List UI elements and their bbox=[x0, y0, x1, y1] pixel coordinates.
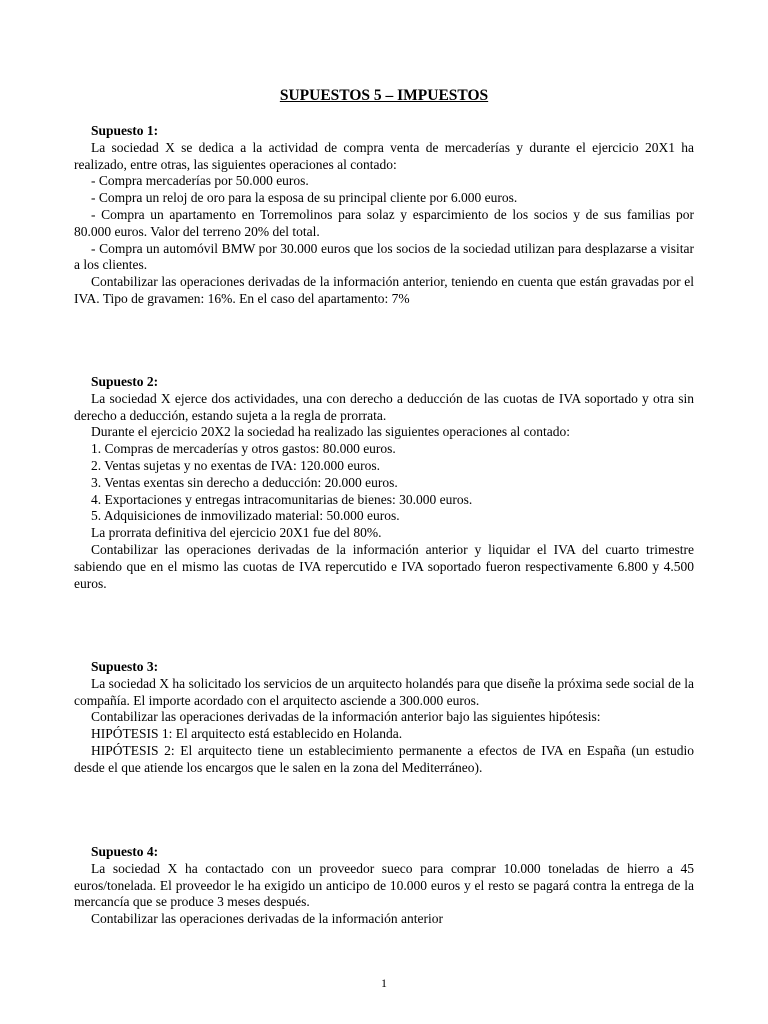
supuesto-3-intro: La sociedad X ha solicitado los servicios de un arquitecto holandés para que diseñe la próxima sede social de la compañía. El importe acordado con el arquitecto asciende a 300.000 euros. bbox=[74, 675, 694, 708]
supuesto-2-context: Durante el ejercicio 20X2 la sociedad ha realizado las siguientes operaciones al contado: bbox=[91, 424, 571, 440]
supuesto-1-instruction: Contabilizar las operaciones derivadas de la información anterior, teniendo en cuenta que están gravadas por el IVA. Tipo de gravamen: 16%. En el caso del apartamento: 7% bbox=[74, 274, 694, 306]
supuesto-4 bbox=[74, 844, 694, 928]
supuesto-3-hypothesis-1: HIPÓTESIS 1: El arquitecto está establecido en Holanda. bbox=[91, 726, 403, 742]
supuesto-2-heading: Supuesto 2: bbox=[91, 374, 159, 389]
supuesto-4-instruction: Contabilizar las operaciones derivadas de la información anterior bbox=[91, 911, 443, 927]
page-title: SUPUESTOS 5 – IMPUESTOS bbox=[279, 87, 489, 104]
supuesto-1-item: - Compra mercaderías por 50.000 euros. bbox=[91, 173, 309, 189]
supuesto-3-heading: Supuesto 3: bbox=[91, 659, 159, 674]
supuesto-2-intro: La sociedad X ejerce dos actividades, una con derecho a deducción de las cuotas de IVA soportado y otra sin derecho a deducción, estando sujeta a la regla de prorrata. bbox=[74, 390, 694, 423]
supuesto-2-item: 5. Adquisiciones de inmovilizado material: 50.000 euros. bbox=[91, 508, 400, 524]
supuesto-4-intro: La sociedad X ha contactado con un proveedor sueco para comprar 10.000 toneladas de hierro a 45 euros/tonelada. El proveedor le ha exigido un anticipo de 10.000 euros y el resto se pagará contra la entrega de la mercancía que se produce 3 meses después. bbox=[74, 860, 694, 910]
supuesto-1-item: - Compra un apartamento en Torremolinos para solaz y esparcimiento de los socios y de sus familias por 80.000 euros. Valor del terreno 20% del total. bbox=[74, 206, 694, 239]
supuesto-1-item: - Compra un reloj de oro para la esposa de su principal cliente por 6.000 euros. bbox=[91, 190, 518, 206]
supuesto-1 bbox=[74, 123, 694, 308]
supuesto-1-intro: La sociedad X se dedica a la actividad de compra venta de mercaderías y durante el ejercicio 20X1 ha realizado, entre otras, las siguientes operaciones al contado: bbox=[74, 139, 694, 172]
supuesto-2-prorrata: La prorrata definitiva del ejercicio 20X1 fue del 80%. bbox=[91, 525, 382, 541]
supuesto-4-heading: Supuesto 4: bbox=[91, 844, 159, 859]
supuesto-2-instruction: Contabilizar las operaciones derivadas de la información anterior y liquidar el IVA del cuarto trimestre sabiendo que en el mismo las cuotas de IVA repercutido e IVA soportado fueron respectivamente 6.800 y 4.500 euros. bbox=[74, 541, 694, 591]
supuesto-2-item: 4. Exportaciones y entregas intracomunitarias de bienes: 30.000 euros. bbox=[91, 491, 473, 507]
supuesto-2 bbox=[74, 374, 694, 592]
supuesto-2-item: 1. Compras de mercaderías y otros gastos: 80.000 euros. bbox=[91, 441, 396, 457]
supuesto-3 bbox=[74, 659, 694, 777]
supuesto-2-item: 3. Ventas exentas sin derecho a deducción: 20.000 euros. bbox=[91, 474, 398, 490]
supuesto-2-item: 2. Ventas sujetas y no exentas de IVA: 120.000 euros. bbox=[91, 457, 380, 473]
supuesto-3-hypothesis-2: HIPÓTESIS 2: El arquitecto tiene un establecimiento permanente a efectos de IVA en España (un estudio desde el que atiende los encargos que le salen en la zona del Mediterráneo). bbox=[74, 742, 694, 775]
supuesto-1-heading: Supuesto 1: bbox=[91, 123, 159, 138]
page-number: 1 bbox=[381, 976, 387, 990]
supuesto-1-item: - Compra un automóvil BMW por 30.000 euros que los socios de la sociedad utilizan para desplazarse a visitar a los clientes. bbox=[74, 240, 694, 273]
supuesto-3-instruction: Contabilizar las operaciones derivadas de la información anterior bajo las siguientes hipótesis: bbox=[91, 709, 601, 725]
